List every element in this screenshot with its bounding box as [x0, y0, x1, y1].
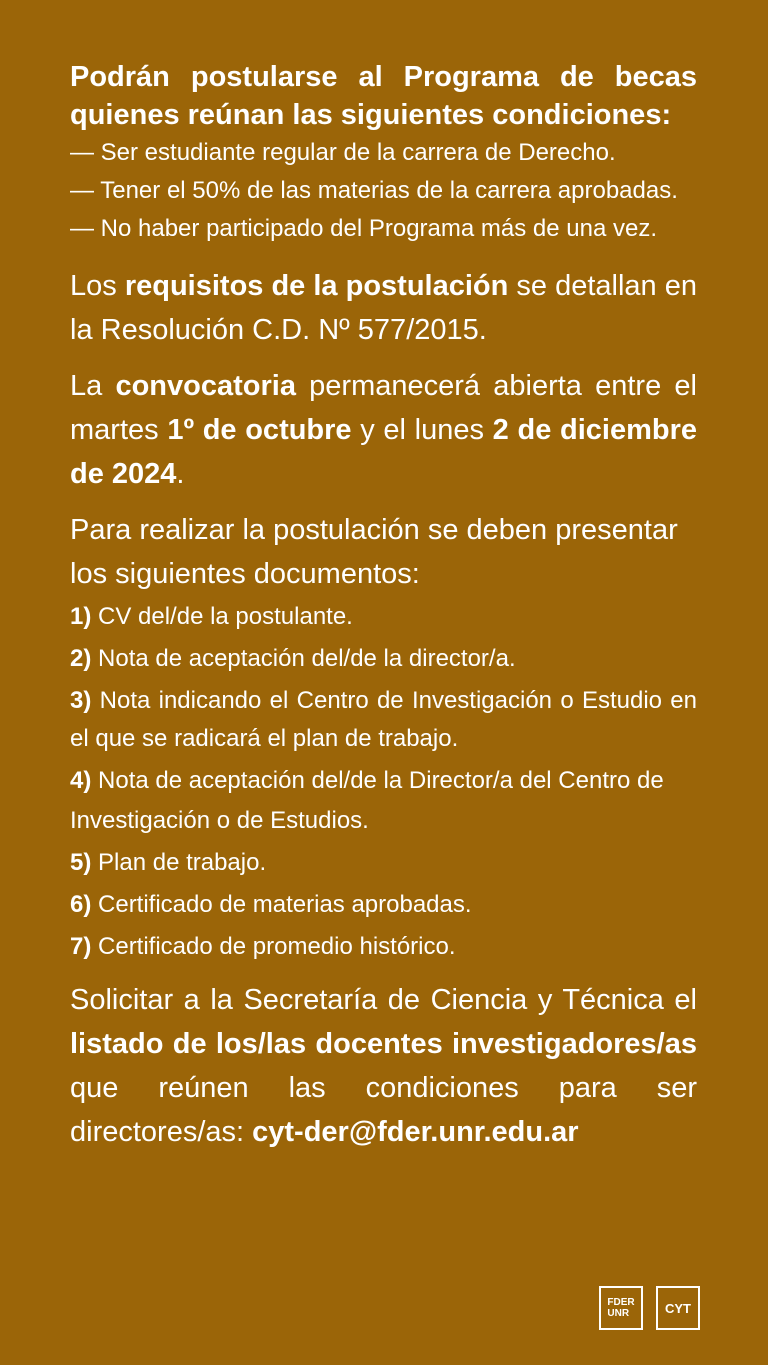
fder-unr-logo	[599, 1286, 643, 1330]
headline: Podrán postularse al Programa de becas quienes reúnan las siguientes condiciones:	[70, 61, 697, 131]
convocatoria-b2: 1º de octubre	[167, 414, 352, 446]
requisitos-post: se detallan en la Resolución C.D. Nº 577/2015.	[70, 270, 697, 346]
document-item-5	[70, 844, 697, 882]
logos	[599, 1286, 700, 1330]
condition-1: — Ser estudiante regular de la carrera de Derecho.	[70, 139, 616, 166]
solicitar-b1: listado de los/las docentes investigadores/as	[70, 1028, 697, 1060]
document-num-5: 5)	[70, 849, 92, 876]
document-num-7: 7)	[70, 933, 92, 960]
fder-logo-line2: UNR	[607, 1308, 630, 1319]
document-item-4-cont: Investigación o de Estudios.	[70, 807, 369, 834]
document-item-4	[70, 762, 697, 800]
convocatoria-p2: permanecerá abierta entre el martes	[70, 370, 697, 446]
document-text-1: CV del/de la postulante.	[91, 603, 353, 630]
convocatoria-paragraph	[70, 364, 697, 496]
requisitos-pre: Los	[70, 270, 125, 302]
cyt-logo: CYT	[656, 1286, 700, 1330]
document-body	[70, 58, 697, 1154]
contact-email: cyt-der@fder.unr.edu.ar	[252, 1116, 579, 1148]
document-item-6	[70, 886, 697, 924]
convocatoria-b1: convocatoria	[115, 370, 296, 402]
condition-3: — No haber participado del Programa más de una vez.	[70, 215, 657, 242]
requisitos-bold: requisitos de la postulación	[124, 270, 509, 302]
document-num-1: 1)	[70, 603, 92, 630]
document-num-6: 6)	[70, 891, 92, 918]
requisitos-paragraph	[70, 264, 697, 352]
convocatoria-p4: .	[176, 458, 185, 490]
solicitar-p2: que reúnen las condiciones para ser directores/as:	[70, 1072, 697, 1148]
document-num-2: 2)	[70, 645, 92, 672]
fder-logo-line1: FDER	[607, 1297, 635, 1308]
document-num-4: 4)	[70, 767, 92, 794]
document-item-2	[70, 640, 697, 678]
solicitar-paragraph	[70, 978, 697, 1154]
convocatoria-b3: 2 de diciembre de 2024	[70, 414, 697, 490]
document-item-7	[70, 928, 697, 966]
document-item-3	[70, 682, 697, 758]
convocatoria-p1: La	[70, 370, 116, 402]
document-text-3: Nota indicando el Centro de Investigación o Estudio en el que se radicará el plan de trabajo.	[70, 687, 697, 752]
condition-2: — Tener el 50% de las materias de la carrera aprobadas.	[70, 177, 678, 204]
document-text-6: Certificado de materias aprobadas.	[91, 891, 472, 918]
document-item-1	[70, 598, 697, 636]
document-text-7: Certificado de promedio histórico.	[91, 933, 456, 960]
convocatoria-p3: y el lunes	[351, 414, 493, 446]
document-text-5: Plan de trabajo.	[91, 849, 267, 876]
document-num-3: 3)	[70, 687, 92, 714]
document-text-4: Nota de aceptación del/de la Director/a del Centro de	[91, 767, 664, 794]
document-text-2: Nota de aceptación del/de la director/a.	[91, 645, 516, 672]
solicitar-p1: Solicitar a la Secretaría de Ciencia y Técnica el	[70, 984, 697, 1016]
documents-intro: Para realizar la postulación se deben presentar los siguientes documentos:	[70, 514, 678, 590]
